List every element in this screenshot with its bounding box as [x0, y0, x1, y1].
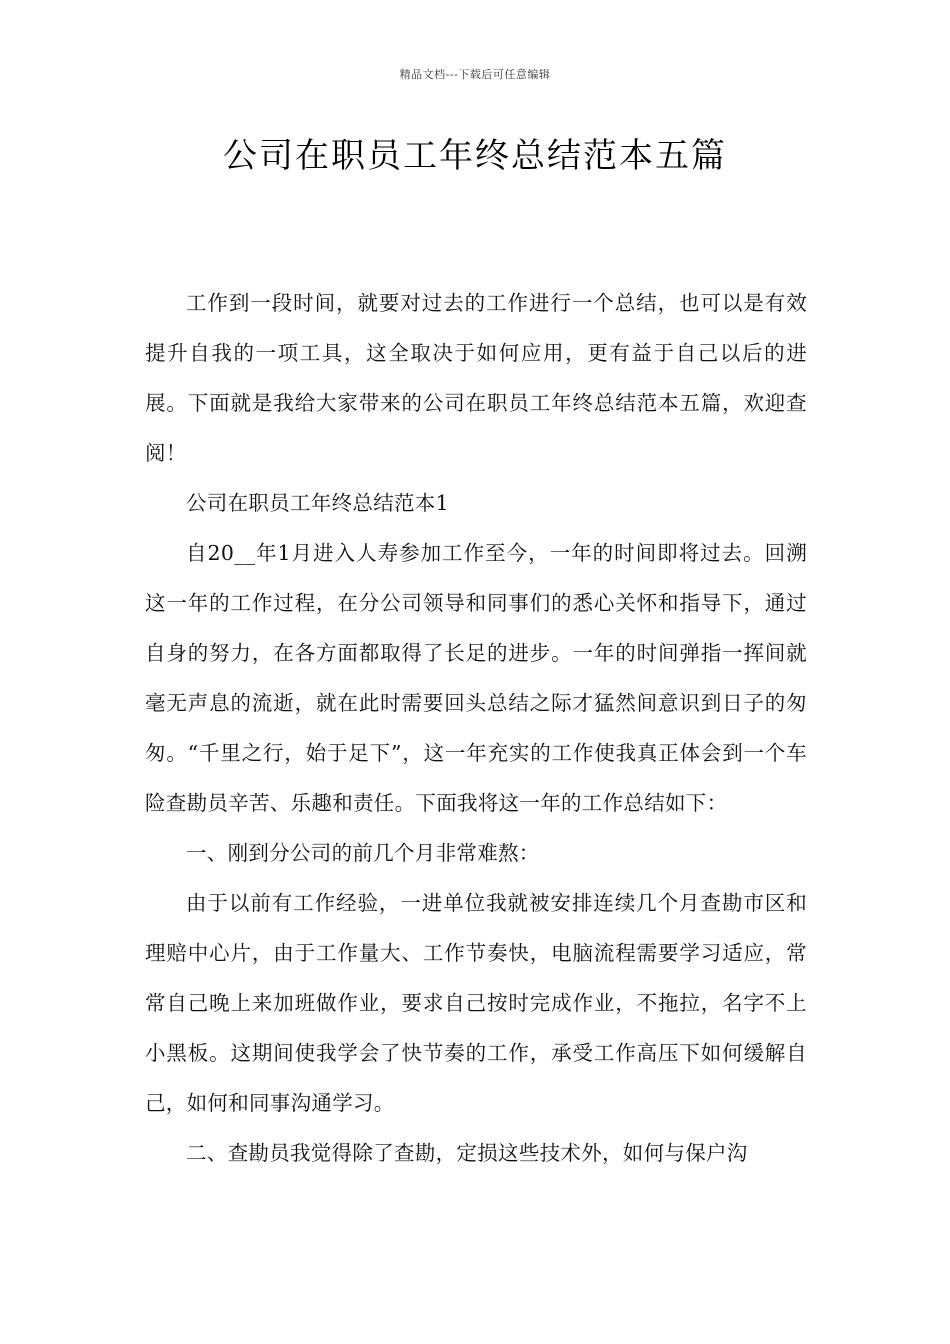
header-note: 精品文档---下载后可任意编辑 — [399, 68, 551, 81]
intro-paragraph: 工作到一段时间，就要对过去的工作进行一个总结，也可以是有效提升自我的一项工具，这全取决于如何应用，更有益于自己以后的进展。下面就是我给大家带来的公司在职员工年终总结范本五篇，欢迎查阅！ — [145, 291, 807, 465]
body-paragraph: 由于以前有工作经验，一进单位我就被安排连续几个月查勘市区和理赔中心片，由于工作量大、工作节奏快，电脑流程需要学习适应，常常自己晚上来加班做作业，要求自己按时完成作业，不拖拉，名字不上小黑板。这期间使我学会了快节奏的工作，承受工作高压下如何缓解自己，如何和同事沟通学习。 — [145, 891, 807, 1115]
document-title: 公司在职员工年终总结范本五篇 — [223, 136, 727, 176]
document-body — [145, 278, 807, 1178]
section-heading-sample-1: 公司在职员工年终总结范本1 — [186, 491, 449, 515]
body-paragraph: 自20__年1月进入人寿参加工作至今，一年的时间即将过去。回溯这一年的工作过程，在分公司领导和同事们的悉心关怀和指导下，通过自身的努力，在各方面都取得了长足的进步。一年的时间弹指一挥间就毫无声息的流逝，就在此时需要回头总结之际才猛然间意识到日子的匆匆。“千里之行，始于足下”，这一年充实的工作使我真正体会到一个车险查勘员辛苦、乐趣和责任。下面我将这一年的工作总结如下： — [145, 541, 807, 815]
subheading-two: 二、查勘员我觉得除了查勘，定损这些技术外，如何与保户沟 — [186, 1141, 748, 1165]
subheading-one: 一、刚到分公司的前几个月非常难熬： — [186, 841, 540, 865]
